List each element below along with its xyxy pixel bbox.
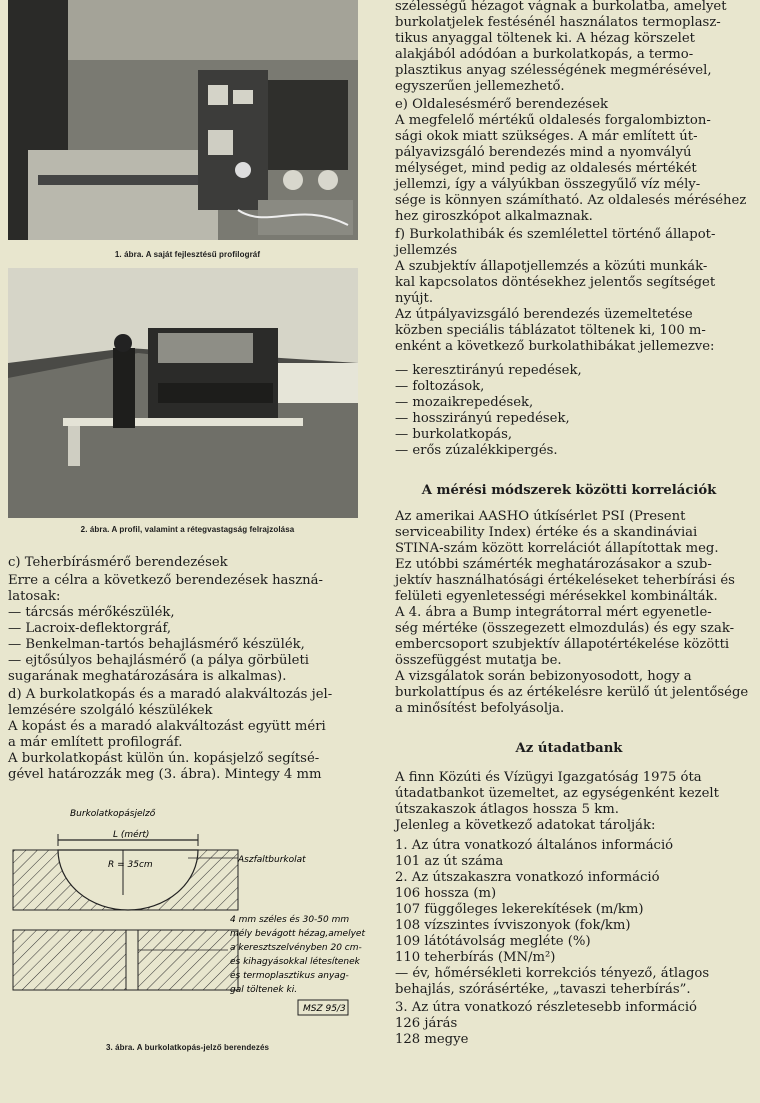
text-line: Az útpályavizsgáló berendezés üzemeltetése bbox=[395, 307, 693, 322]
groove-cut bbox=[126, 930, 138, 990]
text-line: A vizsgálatok során bebizonyosodott, hogy a bbox=[395, 669, 692, 684]
figure-2-photo bbox=[8, 268, 358, 518]
text-line: 3. Az útra vonatkozó részletesebb információ bbox=[395, 1000, 697, 1015]
text-line: sugarának meghatározására is alkalmas). bbox=[8, 669, 287, 684]
text-line: 108 vízszintes ívviszonyok (fok/km) bbox=[395, 918, 631, 933]
text-line: útszakaszok átlagos hossza 5 km. bbox=[395, 802, 619, 817]
text-line: — burkolatkopás, bbox=[395, 427, 513, 442]
text-line: — Lacroix-deflektorgráf, bbox=[8, 621, 172, 636]
text-line: latosak: bbox=[8, 589, 61, 604]
text-line: Jelenleg a következő adatokat tárolják: bbox=[395, 818, 656, 833]
text-line: A szubjektív állapotjellemzés a közúti munkák- bbox=[395, 259, 708, 274]
text-line: behajlás, szórásértéke, „tavaszi teherbírás”. bbox=[395, 982, 691, 997]
figure-2-caption: 2. ábra. A profil, valamint a rétegvastagság felrajzolása bbox=[80, 525, 295, 534]
radius-label: R = 35cm bbox=[108, 860, 153, 870]
text-line: sége is könnyen számítható. Az oldalesés méréséhez bbox=[395, 193, 747, 208]
text-line: 110 teherbírás (MN/m²) bbox=[395, 950, 556, 965]
note-line: mély bevágott hézag,amelyet bbox=[230, 929, 365, 939]
text-line: 106 hossza (m) bbox=[395, 886, 497, 901]
text-line: szélességű hézagot vágnak a burkolatba, amelyet bbox=[395, 0, 727, 14]
text-line: c) Teherbírásmérő berendezések bbox=[8, 555, 228, 570]
text-line: — keresztirányú repedések, bbox=[395, 363, 582, 378]
text-line: plasztikus anyag szélességének megmérésével, bbox=[395, 63, 712, 78]
text-line: Erre a célra a következő berendezések haszná- bbox=[8, 573, 323, 588]
text-line: a már említett profilográf. bbox=[8, 735, 183, 750]
text-line: tikus anyaggal töltenek ki. A hézag körszelet bbox=[395, 31, 695, 46]
text-line: sági okok miatt szükséges. A már említett út- bbox=[395, 129, 698, 144]
text-line: 128 megye bbox=[395, 1032, 469, 1047]
text-line: e) Oldalesésmérő berendezések bbox=[395, 97, 608, 112]
text-line: ség mértéke (összegezett elmozdulás) és egy szak- bbox=[395, 621, 735, 636]
text-line: 109 látótávolság megléte (%) bbox=[395, 934, 591, 949]
text-line: 126 járás bbox=[395, 1016, 458, 1031]
section-heading-road-databank: Az útadatbank bbox=[515, 741, 623, 756]
asphalt-label: Aszfaltburkolat bbox=[238, 855, 306, 865]
figure-1-caption: 1. ábra. A saját fejlesztésű profilográf bbox=[114, 250, 261, 259]
text-line: A 4. ábra a Bump integrátorral mért egyenetle- bbox=[395, 605, 712, 620]
text-line: burkolatjelek festésénél használatos termoplasz- bbox=[395, 15, 721, 30]
text-line: — foltozások, bbox=[395, 379, 485, 394]
text-line: — erős zúzalékkipergés. bbox=[395, 443, 558, 458]
text-line: a minősítést befolyásolja. bbox=[395, 701, 565, 716]
standard-label: MSZ 95/3 bbox=[303, 1004, 346, 1014]
text-line: közben speciális táblázatot töltenek ki, 100 m- bbox=[395, 323, 706, 338]
text-line: alakjából adódóan a burkolatkopás, a termo- bbox=[395, 47, 694, 62]
section-heading-correlations: A mérési módszerek közötti korrelációk bbox=[421, 483, 717, 498]
text-line: 1. Az útra vonatkozó általános információ bbox=[395, 838, 674, 853]
text-line: serviceability Index) értéke és a skandináviai bbox=[395, 525, 698, 540]
wear-indicator-drawing bbox=[8, 800, 368, 1040]
text-line: A kopást és a maradó alakváltozást együtt méri bbox=[8, 719, 326, 734]
text-line: 2. Az útszakaszra vonatkozó információ bbox=[395, 870, 660, 885]
note-line: és termoplasztikus anyag- bbox=[230, 971, 349, 981]
figure-3-diagram bbox=[8, 800, 368, 1040]
road-measurement-image bbox=[8, 268, 358, 518]
note-line: es kihagyásokkal létesítenek bbox=[230, 957, 360, 967]
text-line: — hosszirányú repedések, bbox=[395, 411, 570, 426]
text-line: mélységet, mind pedig az oldalesés mértékét bbox=[395, 161, 697, 176]
note-line: a keresztszelvényben 20 cm- bbox=[230, 943, 362, 953]
text-line: — év, hőmérsékleti korrekciós tényező, átlagos bbox=[395, 966, 710, 981]
length-label: L (mért) bbox=[113, 830, 150, 840]
text-line: 101 az út száma bbox=[395, 854, 504, 869]
text-line: jellemzi, így a vályúkban összegyűlő víz mély- bbox=[395, 177, 701, 192]
text-line: felületi egyenletességi mérésekkel kombinálták. bbox=[395, 589, 718, 604]
text-line: — Benkelman-tartós behajlásmérő készülék, bbox=[8, 637, 305, 652]
text-line: kal kapcsolatos döntésekhez jelentős segítséget bbox=[395, 275, 716, 290]
figure-3-caption: 3. ábra. A burkolatkopás-jelző berendezés bbox=[105, 1043, 270, 1052]
text-line: Ez utóbbi számérték meghatározásakor a szub- bbox=[395, 557, 712, 572]
text-line: 107 függőleges lekerekítések (m/km) bbox=[395, 902, 644, 917]
text-line: A megfelelő mértékű oldalesés forgalombizton- bbox=[395, 113, 711, 128]
text-line: d) A burkolatkopás és a maradó alakváltozás jel- bbox=[8, 687, 333, 702]
text-line: útadatbankot üzemeltet, az egységenként kezelt bbox=[395, 786, 719, 801]
text-line: összefüggést mutatja be. bbox=[395, 653, 562, 668]
text-line: A finn Közúti és Vízügyi Igazgatóság 1975 óta bbox=[395, 770, 702, 785]
text-line: burkolattípus és az értékelésre kerülő út jelentősége bbox=[395, 685, 749, 700]
text-line: Az amerikai AASHO útkísérlet PSI (Present bbox=[395, 509, 686, 524]
text-line: hez giroszkópot alkalmaznak. bbox=[395, 209, 593, 224]
text-line: — tárcsás mérőkészülék, bbox=[8, 605, 175, 620]
figure-1-photo bbox=[8, 0, 358, 240]
note-line: 4 mm széles és 30-50 mm bbox=[230, 915, 350, 925]
text-line: embercsoport szubjektív állapotértékelése közötti bbox=[395, 637, 730, 652]
text-line: STINA-szám között korrelációt állapítottak meg. bbox=[395, 541, 719, 556]
note-line: gal töltenek ki. bbox=[230, 985, 298, 995]
figure-3-title: Burkolatkopásjelző bbox=[70, 809, 156, 819]
text-line: f) Burkolathibák és szemlélettel történő állapot- bbox=[395, 227, 716, 242]
text-line: lemzésére szolgáló készülékek bbox=[8, 703, 213, 718]
text-line: jellemzés bbox=[395, 243, 458, 258]
profilograph-image bbox=[8, 0, 358, 240]
text-line: pályavizsgáló berendezés mind a nyomvályú bbox=[395, 145, 692, 160]
text-line: enként a következő burkolathibákat jellemezve: bbox=[395, 339, 715, 354]
text-line: nyújt. bbox=[395, 291, 434, 306]
text-line: A burkolatkopást külön ún. kopásjelző segítsé- bbox=[8, 751, 320, 766]
text-line: jektív használhatósági értékeléseket teherbírási és bbox=[395, 573, 735, 588]
text-line: — mozaikrepedések, bbox=[395, 395, 534, 410]
text-line: egyszerűen jellemezhető. bbox=[395, 79, 565, 94]
text-line: gével határozzák meg (3. ábra). Mintegy 4 mm bbox=[8, 767, 322, 782]
text-line: — ejtősúlyos behajlásmérő (a pálya görbületi bbox=[8, 653, 310, 668]
